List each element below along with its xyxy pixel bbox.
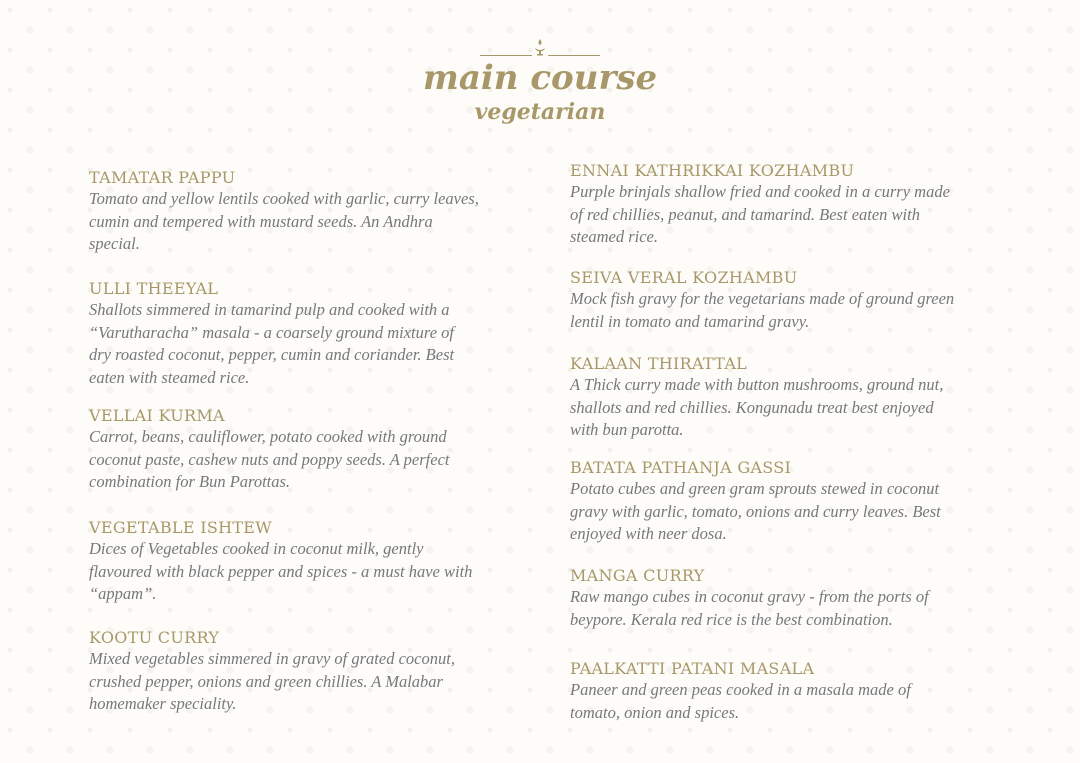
dish-name: KALAAN THIRATTAL [570,354,748,373]
dish-description: Potato cubes and green gram sprouts stewed in coconut gravy with garlic, tomato, onions and curry leaves. Best enjoyed with neer dosa. [570,479,941,543]
dish-description: A Thick curry made with button mushrooms, ground nut, shallots and red chillies. Kongunadu treat best enjoyed with bun parotta. [570,375,944,439]
dish-name: VELLAI KURMA [89,406,225,425]
menu-header [0,36,1080,126]
menu-item-kalaan-thirattal [570,354,960,442]
dish-name: KOOTU CURRY [89,628,220,647]
dish-description: Tomato and yellow lentils cooked with garlic, curry leaves, cumin and tempered with mustard seeds. An Andhra special. [89,189,479,253]
dish-name: BATATA PATHANJA GASSI [570,458,792,477]
dish-description: Mixed vegetables simmered in gravy of grated coconut, crushed pepper, onions and green chillies. A Malabar homemaker speciality. [89,649,455,713]
menu-item-ennai-kathrikkai-kozhambu [570,161,960,249]
ornament-line-right [548,55,600,56]
dish-description: Shallots simmered in tamarind pulp and cooked with a “Varutharacha” masala - a coarsely ground mixture of dry roasted coconut, pepper, cumin and coriander. Best eaten with steamed rice. [89,300,455,387]
lamp-ornament [480,36,600,56]
menu-item-vegetable-ishtew [89,518,479,606]
ornament-line-left [480,55,532,56]
dish-description: Raw mango cubes in coconut gravy - from the ports of beypore. Kerala red rice is the best combination. [570,587,929,629]
dish-name: ULLI THEEYAL [89,279,219,298]
menu-item-ulli-theeyal [89,279,479,389]
dish-name: VEGETABLE ISHTEW [89,518,273,537]
dish-description: Paneer and green peas cooked in a masala made of tomato, onion and spices. [570,680,911,722]
menu-item-vellai-kurma [89,406,479,494]
menu-item-tamatar-pappu [89,168,479,256]
menu-item-seiva-veral-kozhambu [570,268,960,333]
menu-item-manga-curry [570,566,960,631]
oil-lamp-icon [533,38,547,56]
dish-name: MANGA CURRY [570,566,705,585]
dish-description: Carrot, beans, cauliflower, potato cooked with ground coconut paste, cashew nuts and poppy seeds. A perfect combination for Bun Parottas. [89,427,450,491]
dish-name: TAMATAR PAPPU [89,168,236,187]
dish-description: Mock fish gravy for the vegetarians made of ground green lentil in tomato and tamarind gravy. [570,289,955,331]
dish-name: ENNAI KATHRIKKAI KOZHAMBU [570,161,855,180]
dish-description: Purple brinjals shallow fried and cooked in a curry made of red chillies, peanut, and tamarind. Best eaten with steamed rice. [570,182,950,246]
menu-item-paalkatti-patani-masala [570,659,960,724]
page-title: main course [422,58,658,98]
menu-item-batata-pathanja-gassi [570,458,960,546]
dish-description: Dices of Vegetables cooked in coconut milk, gently flavoured with black pepper and spices - a must have with “appam”. [89,539,473,603]
dish-name: SEIVA VERAL KOZHAMBU [570,268,798,287]
dish-name: PAALKATTI PATANI MASALA [570,659,815,678]
page-subtitle: vegetarian [474,99,606,125]
menu-item-kootu-curry [89,628,479,716]
